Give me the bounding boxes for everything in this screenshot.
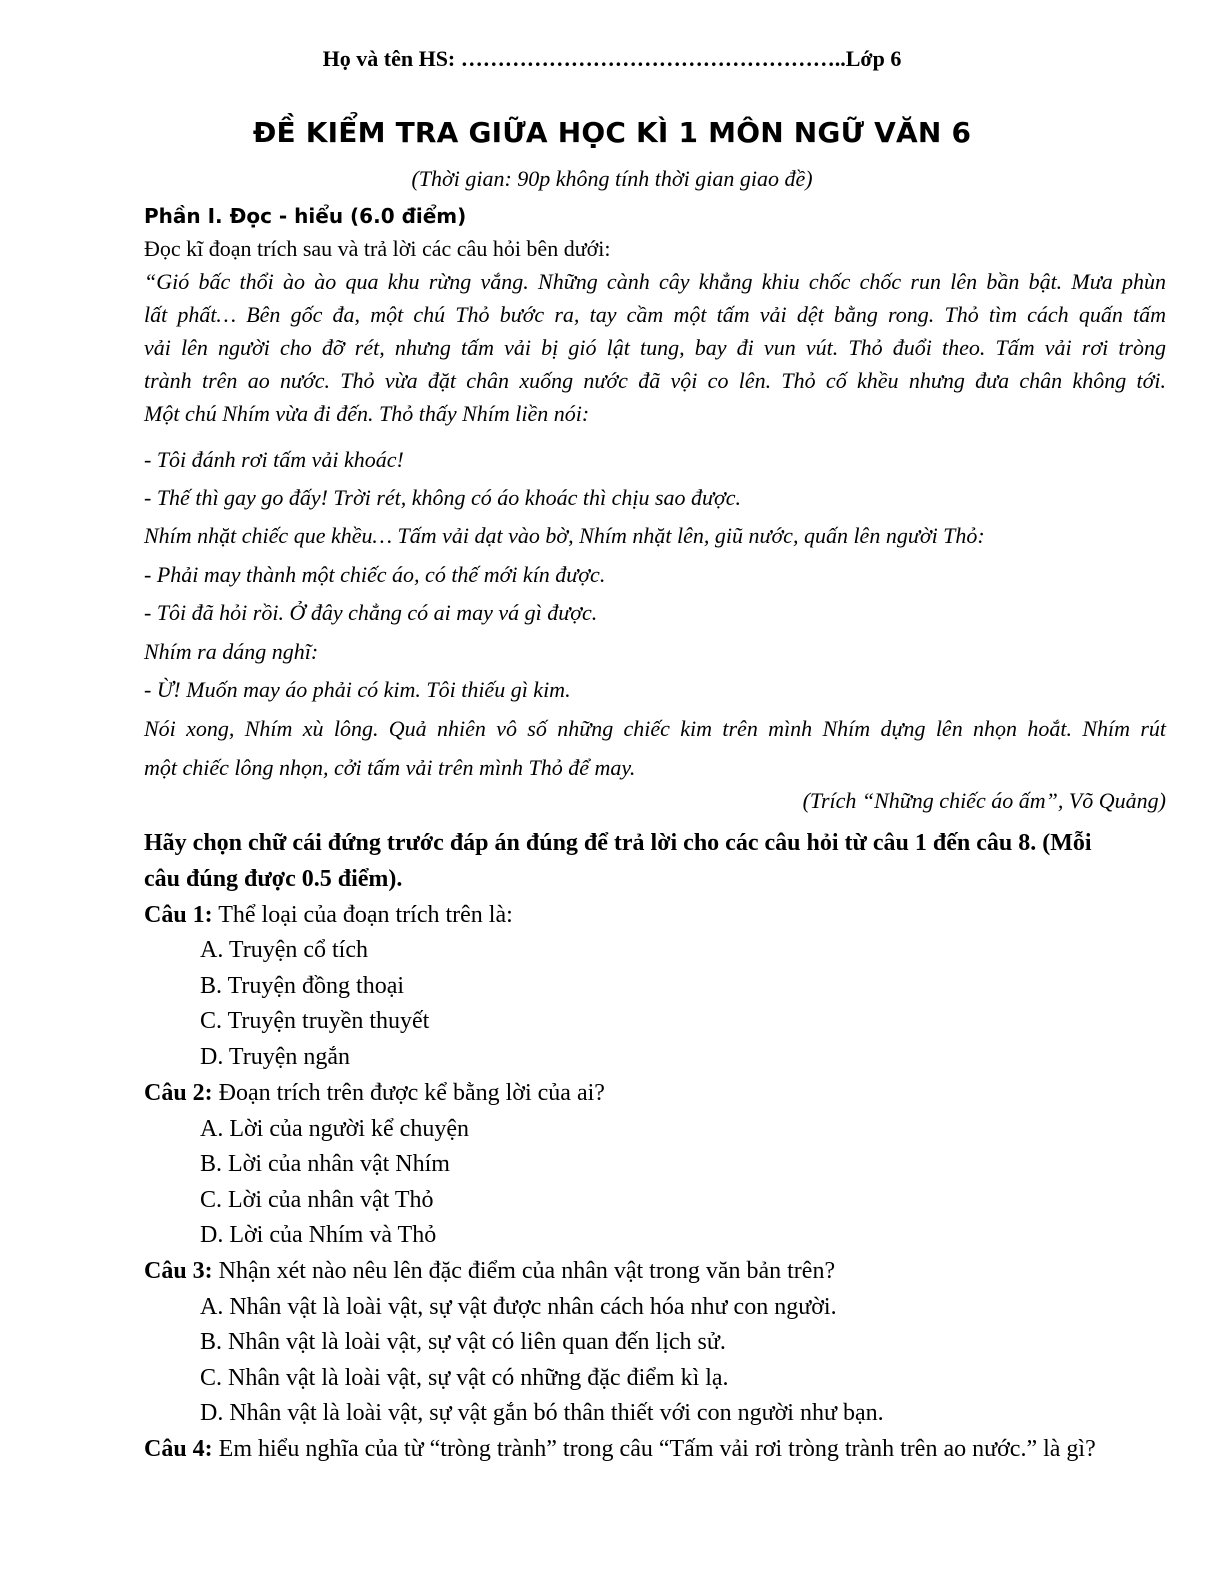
mc-instruction — [144, 825, 1166, 897]
student-name-line: Họ và tên HS: ……………………………………………..Lớp 6 — [322, 46, 902, 71]
question-text: Nhận xét nào nêu lên đặc điểm của nhân vật trong văn bản trên? — [212, 1258, 836, 1284]
passage-source: (Trích “Những chiếc áo ấm”, Võ Quảng) — [802, 788, 1166, 813]
dialogue-line: Nói xong, Nhím xù lông. Quả nhiên vô số những chiếc kim trên mình Nhím dựng lên nhọn hoắt. Nhím rút — [144, 716, 1166, 741]
passage-line: vải lên người cho đỡ rét, nhưng tấm vải bị gió lật tung, bay đi vun vút. Thỏ đuổi theo. Tấm vải rơi tròng — [144, 335, 1166, 360]
option-d: D. Nhân vật là loài vật, sự vật gắn bó thân thiết với con người như bạn. — [200, 1400, 884, 1426]
option-a: A. Truyện cổ tích — [200, 937, 368, 963]
question-3 — [144, 1258, 835, 1285]
passage-line: lất phất… Bên gốc đa, một chú Thỏ bước ra, tay cầm một tấm vải dệt bằng rong. Thỏ tìm cách quấn tấm — [144, 302, 1166, 327]
option-a: A. Nhân vật là loài vật, sự vật được nhân cách hóa như con người. — [200, 1294, 837, 1320]
dialogue-line: - Tôi đã hỏi rồi. Ở đây chẳng có ai may vá gì được. — [144, 600, 598, 625]
mc-instruction-line: Hãy chọn chữ cái đứng trước đáp án đúng để trả lời cho các câu hỏi từ câu 1 đến câu 8. (Mỗi — [144, 830, 1092, 856]
question-1 — [144, 902, 513, 929]
question-label: Câu 1: — [144, 902, 213, 928]
dialogue-line: Nhím ra dáng nghĩ: — [144, 639, 319, 664]
option-d: D. Lời của Nhím và Thỏ — [200, 1222, 437, 1248]
dialogue-line: một chiếc lông nhọn, cởi tấm vải trên mình Thỏ để may. — [144, 755, 636, 780]
option-a: A. Lời của người kể chuyện — [200, 1116, 469, 1142]
dialogue-line: - Phải may thành một chiếc áo, có thế mới kín được. — [144, 562, 606, 587]
dialogue-line: Nhím nhặt chiếc que khều… Tấm vải dạt vào bờ, Nhím nhặt lên, giũ nước, quấn lên người Thỏ: — [144, 523, 985, 548]
question-text: Đoạn trích trên được kể bằng lời của ai? — [212, 1080, 605, 1106]
question-label: Câu 2: — [144, 1080, 213, 1106]
option-c: C. Nhân vật là loài vật, sự vật có những đặc điểm kì lạ. — [200, 1365, 729, 1391]
reading-passage — [144, 265, 1166, 430]
option-c: C. Truyện truyền thuyết — [200, 1008, 430, 1034]
question-label: Câu 3: — [144, 1258, 213, 1284]
question-text: Thể loại của đoạn trích trên là: — [212, 902, 513, 928]
mc-instruction-line: câu đúng được 0.5 điểm). — [144, 866, 403, 892]
option-b: B. Nhân vật là loài vật, sự vật có liên quan đến lịch sử. — [200, 1329, 726, 1355]
passage-line: “Gió bấc thổi ào ào qua khu rừng vắng. Những cành cây khẳng khiu chốc chốc run lên bần bật. Mưa phùn — [144, 269, 1166, 294]
question-2 — [144, 1080, 605, 1107]
question-label: Câu 4: — [144, 1436, 213, 1462]
reading-instruction: Đọc kĩ đoạn trích sau và trả lời các câu hỏi bên dưới: — [144, 236, 611, 261]
passage-line: trành trên ao nước. Thỏ vừa đặt chân xuống nước đã vội co lên. Thỏ cố khều nhưng đưa chân không tới. — [144, 368, 1166, 393]
option-b: B. Truyện đồng thoại — [200, 973, 405, 999]
question-4 — [144, 1436, 1096, 1463]
option-c: C. Lời của nhân vật Thỏ — [200, 1187, 434, 1213]
passage-line: Một chú Nhím vừa đi đến. Thỏ thấy Nhím liền nói: — [144, 401, 590, 426]
page-title: ĐỀ KIỂM TRA GIỮA HỌC KÌ 1 MÔN NGỮ VĂN 6 — [252, 116, 972, 149]
dialogue-line: - Tôi đánh rơi tấm vải khoác! — [144, 447, 404, 472]
time-note: (Thời gian: 90p không tính thời gian giao đề) — [411, 166, 813, 191]
part1-heading: Phần I. Đọc - hiểu (6.0 điểm) — [144, 204, 467, 228]
question-text: Em hiểu nghĩa của từ “tròng trành” trong câu “Tấm vải rơi tròng trành trên ao nước.” là gì? — [212, 1436, 1096, 1462]
option-b: B. Lời của nhân vật Nhím — [200, 1151, 450, 1177]
option-d: D. Truyện ngắn — [200, 1044, 351, 1070]
dialogue-line: - Thế thì gay go đấy! Trời rét, không có áo khoác thì chịu sao được. — [144, 485, 742, 510]
dialogue-line: - Ừ! Muốn may áo phải có kim. Tôi thiếu gì kim. — [144, 677, 571, 702]
